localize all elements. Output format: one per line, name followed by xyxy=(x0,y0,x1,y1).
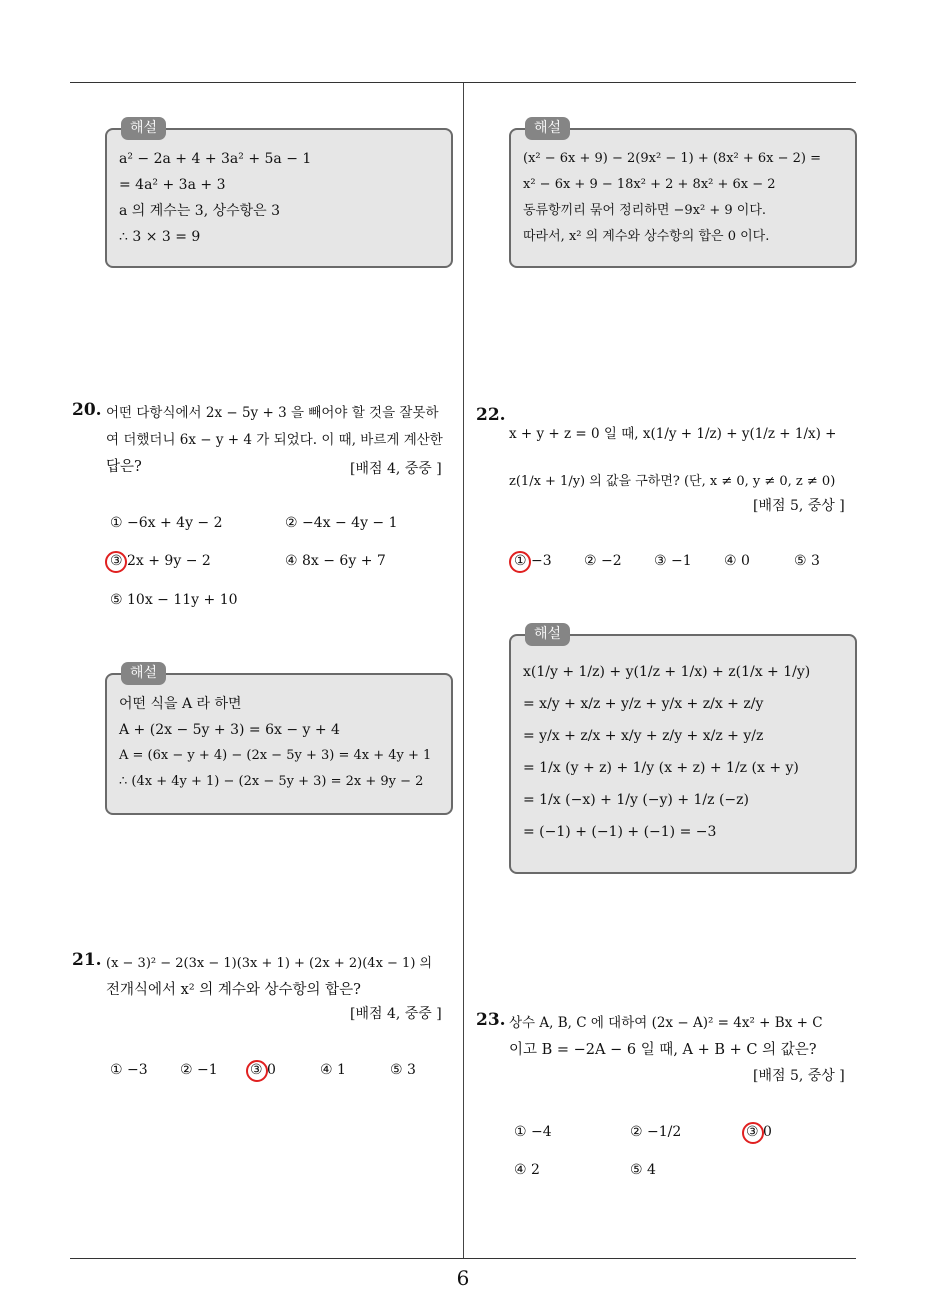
question-number-23: 23. xyxy=(476,1010,506,1030)
solution-line: 어떤 식을 A 라 하면 xyxy=(119,696,242,712)
solution-tag: 해설 xyxy=(121,662,166,685)
question-line: (x − 3)² − 2(3x − 1)(3x + 1) + (2x + 2)(4x − 1) 의 xyxy=(106,956,433,971)
choice-3[interactable]: ③ 0 xyxy=(746,1124,772,1140)
choice-1[interactable]: ① −4 xyxy=(514,1124,552,1140)
question-line: 답은? xyxy=(106,459,142,475)
solution-line: = 1/x (−x) + 1/y (−y) + 1/z (−z) xyxy=(523,792,749,808)
question-line: 이고 B = −2A − 6 일 때, A + B + C 의 값은? xyxy=(509,1042,817,1058)
choice-5[interactable]: ⑤ 3 xyxy=(794,553,820,569)
choice-4[interactable]: ④ 8x − 6y + 7 xyxy=(285,553,386,569)
bottom-rule xyxy=(70,1258,856,1259)
question-number-20: 20. xyxy=(72,400,102,420)
choice-1[interactable]: ① −6x + 4y − 2 xyxy=(110,515,223,531)
choice-3[interactable]: ③ 0 xyxy=(250,1062,276,1078)
question-line: 어떤 다항식에서 2x − 5y + 3 을 빼어야 할 것을 잘못하 xyxy=(106,405,439,421)
question-line: 전개식에서 x² 의 계수와 상수항의 합은? xyxy=(106,982,361,998)
question-22-text xyxy=(509,410,859,506)
question-line: 상수 A, B, C 에 대하여 (2x − A)² = 4x² + Bx + C xyxy=(509,1015,823,1031)
solution-line: ∴ (4x + 4y + 1) − (2x − 5y + 3) = 2x + 9y − 2 xyxy=(119,774,424,789)
answer-mark-circle xyxy=(246,1060,268,1082)
page-number: 6 xyxy=(456,1266,470,1290)
answer-mark-circle xyxy=(105,551,127,573)
choice-5[interactable]: ⑤ 10x − 11y + 10 xyxy=(110,592,238,608)
points-label: [배점 4, 중중 ] xyxy=(350,1006,442,1022)
solution-line: ∴ 3 × 3 = 9 xyxy=(119,229,201,245)
solution-tag: 해설 xyxy=(525,623,570,646)
solution-line: = x/y + x/z + y/z + y/x + z/x + z/y xyxy=(523,696,764,712)
solution-line: 동류항끼리 묶어 정리하면 −9x² + 9 이다. xyxy=(523,203,767,218)
choice-4[interactable]: ④ 1 xyxy=(320,1062,346,1078)
points-label: [배점 5, 중상 ] xyxy=(753,498,845,514)
solution-line: = (−1) + (−1) + (−1) = −3 xyxy=(523,824,717,840)
solution-line: a 의 계수는 3, 상수항은 3 xyxy=(119,203,281,219)
answer-mark-circle xyxy=(742,1122,764,1144)
solution-tag: 해설 xyxy=(525,117,570,140)
choice-3[interactable]: ③ 2x + 9y − 2 xyxy=(110,553,211,569)
question-line: x + y + z = 0 일 때, x(1/y + 1/z) + y(1/z + 1/x) + xyxy=(509,426,837,442)
question-line: 여 더했더니 6x − y + 4 가 되었다. 이 때, 바르게 계산한 xyxy=(106,432,443,448)
solution-line: A + (2x − 5y + 3) = 6x − y + 4 xyxy=(119,722,340,738)
answer-mark-circle xyxy=(509,551,531,573)
solution-line: 따라서, x² 의 계수와 상수항의 합은 0 이다. xyxy=(523,229,770,244)
choice-3[interactable]: ③ −1 xyxy=(654,553,692,569)
solution-box-q20 xyxy=(105,665,453,815)
question-line: z(1/x + 1/y) 의 값을 구하면? (단, x ≠ 0, y ≠ 0, z ≠ 0) xyxy=(509,474,836,489)
solution-line: a² − 2a + 4 + 3a² + 5a − 1 xyxy=(119,151,312,167)
choice-1[interactable]: ① −3 xyxy=(110,1062,148,1078)
solution-line: = 4a² + 3a + 3 xyxy=(119,177,226,193)
choice-4[interactable]: ④ 0 xyxy=(724,553,750,569)
solution-box-q22 xyxy=(509,626,857,874)
choice-4[interactable]: ④ 2 xyxy=(514,1162,540,1178)
solution-line: x² − 6x + 9 − 18x² + 2 + 8x² + 6x − 2 xyxy=(523,177,776,192)
solution-line: = 1/x (y + z) + 1/y (x + z) + 1/z (x + y) xyxy=(523,760,799,776)
points-label: [배점 5, 중상 ] xyxy=(753,1068,845,1084)
choice-2[interactable]: ② −1 xyxy=(180,1062,218,1078)
points-label: [배점 4, 중중 ] xyxy=(350,461,442,477)
solution-box-prev-right xyxy=(509,120,857,268)
column-divider xyxy=(463,83,464,1259)
solution-line: A = (6x − y + 4) − (2x − 5y + 3) = 4x + 4y + 1 xyxy=(119,748,432,763)
choice-2[interactable]: ② −1/2 xyxy=(630,1124,682,1140)
choice-2[interactable]: ② −4x − 4y − 1 xyxy=(285,515,398,531)
choice-1[interactable]: ① −3 xyxy=(514,553,552,569)
solution-line: = y/x + z/x + x/y + z/y + x/z + y/z xyxy=(523,728,764,744)
solution-box-q19 xyxy=(105,120,453,268)
solution-line: x(1/y + 1/z) + y(1/z + 1/x) + z(1/x + 1/y) xyxy=(523,664,811,680)
choice-5[interactable]: ⑤ 3 xyxy=(390,1062,416,1078)
choice-5[interactable]: ⑤ 4 xyxy=(630,1162,656,1178)
question-23-text xyxy=(509,1010,859,1064)
question-number-22: 22. xyxy=(476,405,506,425)
choice-2[interactable]: ② −2 xyxy=(584,553,622,569)
solution-tag: 해설 xyxy=(121,117,166,140)
question-number-21: 21. xyxy=(72,950,102,970)
question-21-text xyxy=(106,950,456,1004)
solution-line: (x² − 6x + 9) − 2(9x² − 1) + (8x² + 6x − 2) = xyxy=(523,151,822,166)
